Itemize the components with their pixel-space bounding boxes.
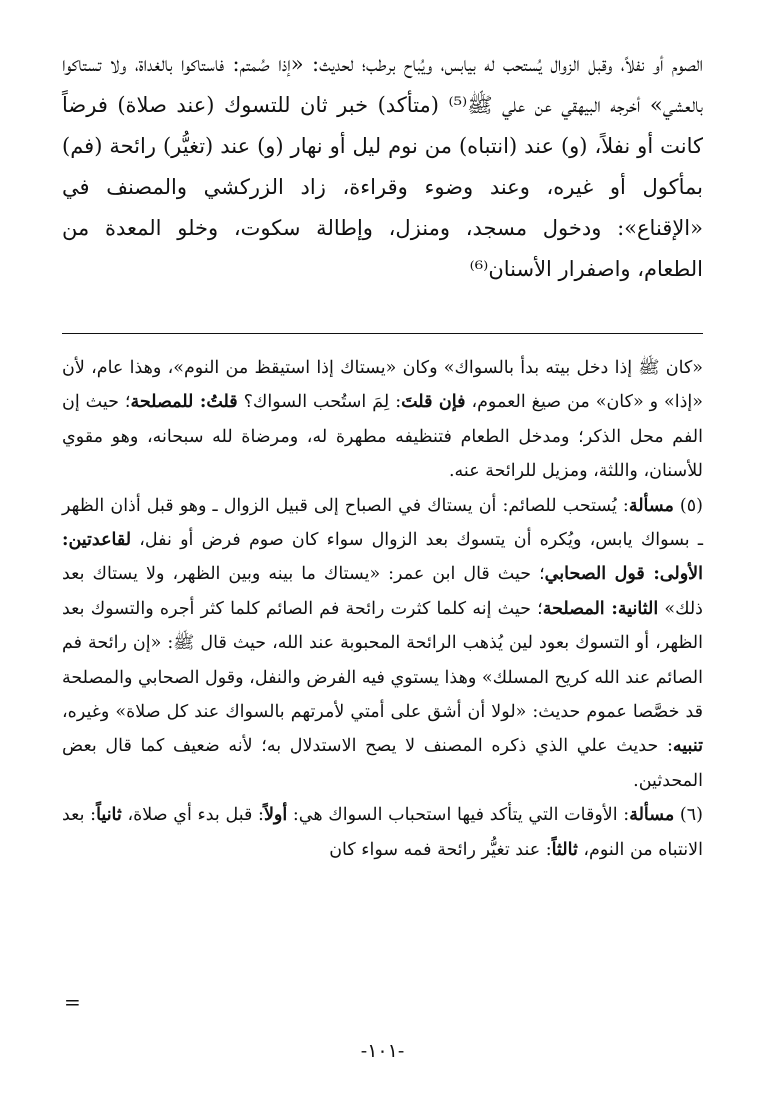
text-run: : بعد الانتباه من النوم، bbox=[62, 805, 703, 860]
text-run: (٥) bbox=[673, 495, 703, 516]
bold-term: أولاً bbox=[263, 805, 288, 826]
bold-term: تنبيه bbox=[672, 736, 703, 757]
page-number: -١٠١- bbox=[360, 1040, 405, 1062]
footnote-5 bbox=[62, 489, 703, 799]
text-run: : عند تغيُّر رائحة فمه سواء كان bbox=[329, 839, 552, 860]
bold-term: لقاعدتين: الأولى: قول الصحابي bbox=[62, 530, 703, 585]
text-run: «كان ﷺ إذا دخل بيته بدأ بالسواك» وكان «يستاك إذا استيقظ من النوم»، وهذا عام، لأن «إذا» و «كان» من صيغ العموم، bbox=[62, 358, 703, 413]
footnote-6 bbox=[62, 798, 703, 867]
bold-term: قلتُ: للمصلحة bbox=[130, 392, 238, 413]
bold-term: ثانياً bbox=[96, 805, 122, 826]
bold-term: الثانية: المصلحة bbox=[542, 598, 659, 619]
text-run: ؛ حيث قال ابن عمر: «يستاك ما بينه وبين الظهر، ولا يستاك بعد ذلك» bbox=[62, 564, 703, 619]
text-run: : الأوقات التي يتأكد فيها استحباب السواك هي: bbox=[287, 805, 630, 826]
text-run: ؛ حيث إنه كلما كثرت رائحة فم الصائم كلما كثر أجره والتسوك بعد الظهر، أو التسوك بعود لين يُذهب الرائحة المحبوبة عند الله، حيث قال ﷺ: «إن رائحة فم الصائم عند الله كريح المسلك» وهذا يستوي فيه الفرض والنفل، وقول الصحابي والمصلحة قد خصَّصا عموم حديث: «لولا أن أشق على أمتي لأمرتهم بالسواك عند كل صلاة» وغيره، bbox=[62, 598, 703, 723]
text-run: ؛ حيث إن الفم محل الذكر؛ ومدخل الطعام فتنظيفه مطهرة له، ومرضاة لله سبحانه، وهو مقوي للأسنان، واللثة، ومزيل للرائحة عنه. bbox=[62, 392, 703, 482]
text-run: : قبل بدء أي صلاة، bbox=[121, 805, 264, 826]
footnotes bbox=[62, 351, 703, 867]
text-run: : حديث علي الذي ذكره المصنف لا يصح الاستدلال به؛ لأنه ضعيف كما قال بعض المحدثين. bbox=[62, 736, 703, 791]
text-run: (٦) bbox=[674, 805, 703, 826]
bold-term: ثالثاً bbox=[551, 839, 578, 860]
text-run: : لِمَ استُحب السواك؟ bbox=[237, 392, 402, 413]
continuation-mark: = bbox=[64, 990, 81, 1014]
main-text bbox=[62, 44, 703, 290]
bold-term: فإن قلتَ bbox=[401, 392, 466, 413]
bold-term: مسألة bbox=[629, 805, 675, 826]
footnote-continuation bbox=[62, 351, 703, 489]
footnote-separator bbox=[62, 333, 703, 334]
main-paragraph: الصوم أو نفلاً، وقبل الزوال يُستحب له بيابس، ويُباح برطب؛ لحديث: «إذا صُمتم: فاستاكوا بالغداة، ولا تستاكوا بالعشي» أخرجه البيهقي عن علي ﷺ⁽⁵⁾ (متأكد) خبر ثان للتسوك (عند صلاة) فرضاً كانت أو نفلاً، (و) عند (انتباه) من نوم ليل أو نهار (و) عند (تغيُّر) رائحة (فم) بمأكول أو غيره، وعند وضوء وقراءة، زاد الزركشي والمصنف في «الإقناع»: ودخول مسجد، ومنزل، وإطالة سكوت، وخلو المعدة من الطعام، واصفرار الأسنان⁽⁶⁾ bbox=[62, 52, 703, 281]
bold-term: مسألة bbox=[628, 495, 674, 516]
text-run: : يُستحب للصائم: أن يستاك في الصباح إلى قبيل الزوال ـ وهو قبل أذان الظهر ـ بسواك يابس، ويُكره أن يتسوك بعد الزوال سواء كان صوم فرض أو نفل، bbox=[62, 495, 703, 551]
